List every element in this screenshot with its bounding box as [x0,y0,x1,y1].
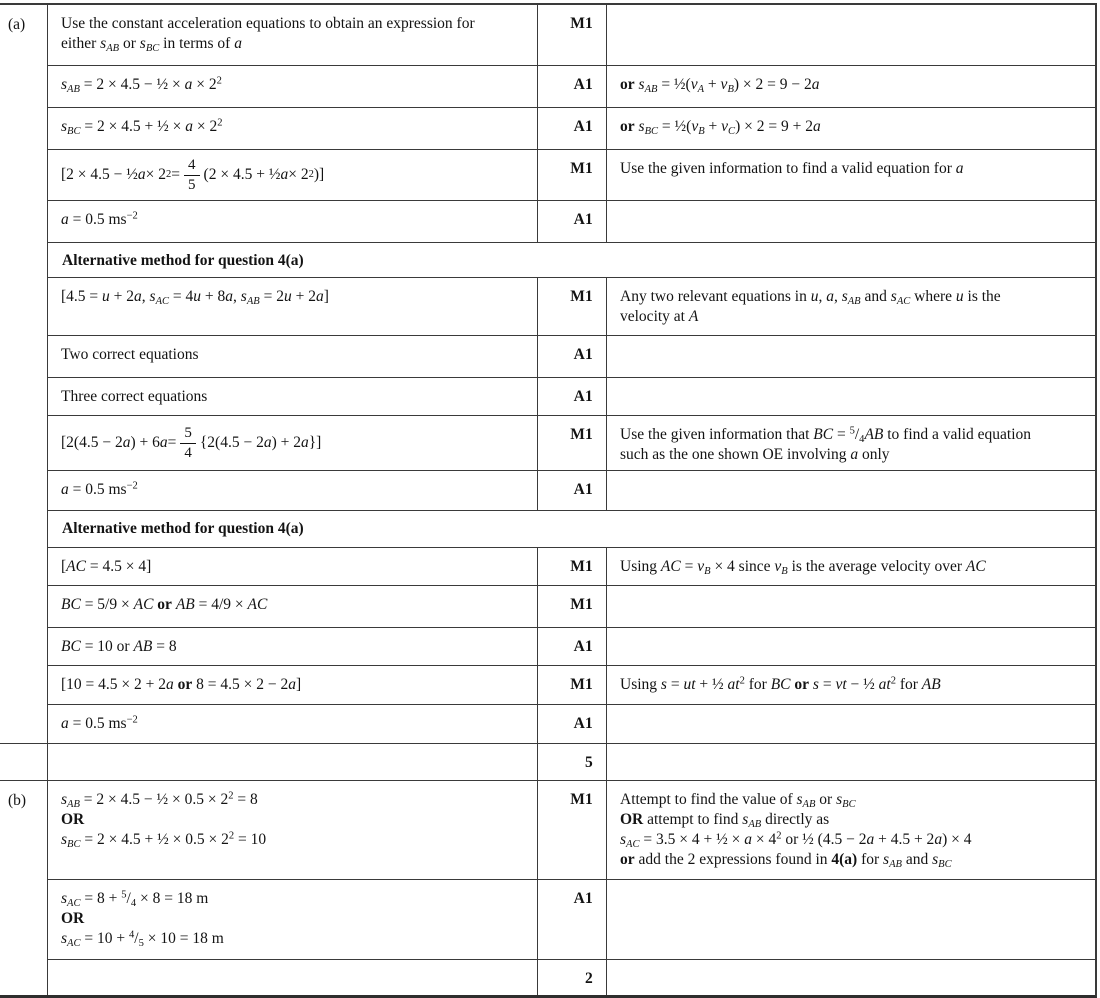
total-marks-cell: 5 [538,743,607,780]
mark-cell: A1 [538,200,607,242]
total-comment-cell [607,959,1097,995]
mark-cell: A1 [538,335,607,377]
comment-cell [607,585,1097,627]
solution-cell: $s_{AC} = 8 + ^5/_4 \times 8 = 18$ m OR $s_{AC} = 10 + ^4/_5 \times 10 = 18$ m [48,879,538,959]
alternative-method-header: Alternative method for question 4(a) [48,510,1097,547]
solution-cell: [2 × 4.5 − ½ a × 2 2 = $\frac{4}{5}$ (2 × 4.5 + ½ a × 2 2 )] [48,149,538,200]
stacked-fraction: $\frac{5}{4}$ [180,425,196,460]
total-spacer-cell [48,959,538,995]
alternative-method-header: Alternative method for question 4(a) [48,242,1097,277]
comment-cell: Any two relevant equations in u, a, $s_{AB}$ and $s_{AC}$ where u is the velocity at A [607,277,1097,335]
comment-cell [607,879,1097,959]
mark-cell: M1 [538,149,607,200]
comment-cell [607,377,1097,415]
comment-cell: Using s = ut + ½ $at^2$ for BC or s = vt − ½ $at^2$ for AB [607,665,1097,704]
comment-cell: Attempt to find the value of $s_{AB}$ or $s_{BC}$ OR attempt to find $s_{AB}$ directly as $s_{AC} = 3.5 \times 4$ + ½ × $a \times 4^2$ or ½ (4.5 − 2a + 4.5 + 2a) × 4 or add the 2 expressions found in 4(a) for $s_{AB}$ and $s_{BC}$ [607,780,1097,879]
mark-cell: A1 [538,65,607,107]
solution-cell: [10 = 4.5 × 2 + 2a or 8 = 4.5 × 2 − 2a] [48,665,538,704]
solution-cell: [2(4.5 − 2 a ) + 6 a = $\frac{5}{4}$ {2(4.5 − 2 a ) + 2 a }] [48,415,538,470]
comment-cell [607,200,1097,242]
solution-cell: a = 0.5 $ms^{-2}$ [48,470,538,510]
solution-cell: $s_{AB} = 2 \times 4.5$ − ½ × $0.5 \times 2^2 = 8$ OR $s_{BC} = 2 \times 4.5$ + ½ × $0.5 \times 2^2 = 10$ [48,780,538,879]
mark-cell: A1 [538,879,607,959]
comment-cell [607,335,1097,377]
part-label-a: (a) [0,5,48,743]
comment-cell: or $s_{BC}$ = $\frac{1}{2}(v_B + v_C) \times 2 = 9 + 2a$ [607,107,1097,149]
solution-cell: Two correct equations [48,335,538,377]
solution-cell: Use the constant acceleration equations to obtain an expression for either $s_{AB}$ or $s_{BC}$ in terms of a [48,5,538,65]
total-spacer-cell [48,743,538,780]
comment-cell: Use the given information that BC = $^5/_4AB$ to find a valid equation such as the one shown OE involving a only [607,415,1097,470]
solution-cell: BC = 10 or AB = 8 [48,627,538,665]
comment-cell [607,470,1097,510]
comment-cell: or $s_{AB}$ = $\frac{1}{2}(v_A + v_B) \times 2 = 9 - 2a$ [607,65,1097,107]
solution-cell: $s_{BC} = 2 \times 4.5$ + ½ × $a \times 2^2$ [48,107,538,149]
part-label-spacer [0,743,48,780]
solution-cell: [4.5 = u + 2a, $s_{AC} = 4u + 8a$, $s_{AB} = 2u + 2a$] [48,277,538,335]
solution-cell: a = 0.5 $ms^{-2}$ [48,200,538,242]
mark-cell: M1 [538,665,607,704]
mark-cell: M1 [538,780,607,879]
mark-cell: A1 [538,377,607,415]
comment-cell [607,704,1097,743]
mark-cell: M1 [538,585,607,627]
mark-cell: M1 [538,415,607,470]
mark-cell: M1 [538,277,607,335]
solution-cell: $s_{AB} = 2 \times 4.5$ − ½ × $a \times 2^2$ [48,65,538,107]
solution-cell: Three correct equations [48,377,538,415]
total-comment-cell [607,743,1097,780]
mark-cell: M1 [538,547,607,585]
mark-scheme-table [0,3,1097,998]
mark-cell: M1 [538,5,607,65]
comment-cell [607,5,1097,65]
mark-cell: A1 [538,107,607,149]
comment-cell [607,627,1097,665]
solution-cell: BC = 5/9 × AC or AB = 4/9 × AC [48,585,538,627]
total-marks-cell: 2 [538,959,607,995]
mark-cell: A1 [538,704,607,743]
mark-cell: A1 [538,470,607,510]
stacked-fraction: $\frac{4}{5}$ [184,157,200,192]
comment-cell: Use the given information to find a valid equation for a [607,149,1097,200]
comment-cell: Using AC = $v_B \times 4$ since $v_B$ is the average velocity over AC [607,547,1097,585]
mark-cell: A1 [538,627,607,665]
solution-cell: a = 0.5 $ms^{-2}$ [48,704,538,743]
part-label-b: (b) [0,780,48,995]
solution-cell: [AC = 4.5 × 4] [48,547,538,585]
